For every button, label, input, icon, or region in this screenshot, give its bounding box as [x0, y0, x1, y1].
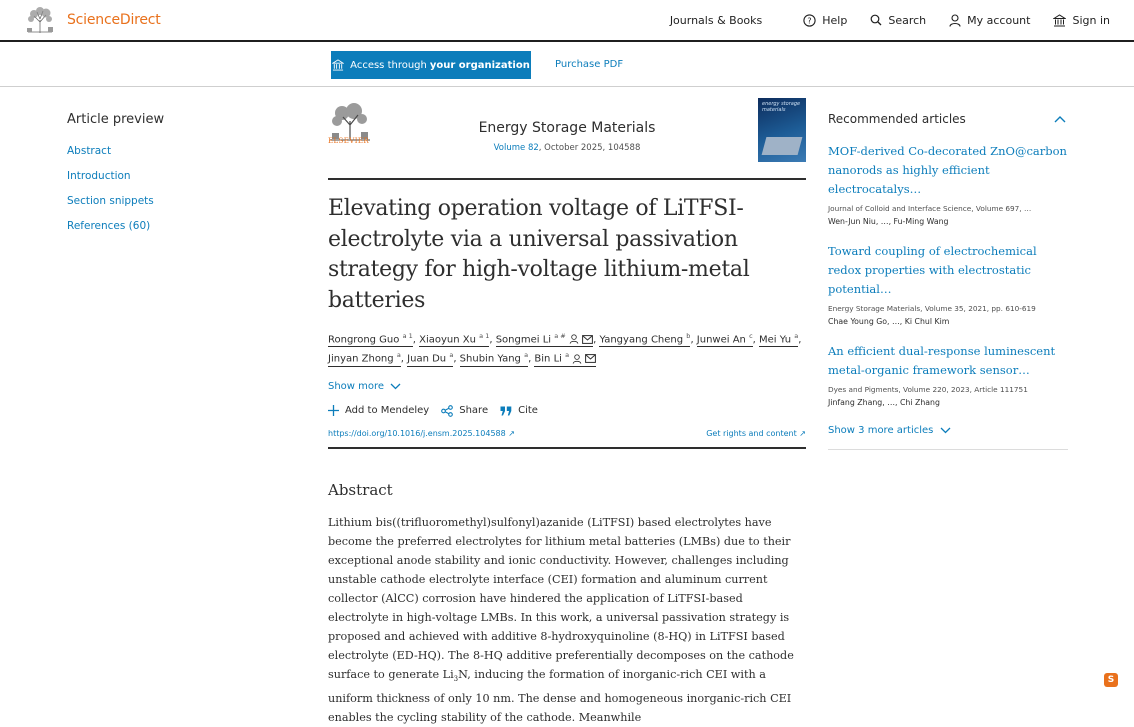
recommended-title-link[interactable]: MOF-derived Co-decorated ZnO@carbon nanorods as highly efficient electrocatalys… — [828, 144, 1067, 196]
access-button-prefix: Access through — [350, 59, 427, 71]
rights-link[interactable] — [706, 429, 806, 438]
chevron-down-icon — [940, 427, 951, 434]
author-name: Juan Du — [407, 353, 447, 365]
author-name: Rongrong Guo — [328, 334, 400, 346]
recommended-authors: Jinfang Zhang, …, Chi Zhang — [828, 398, 940, 407]
cite-label: Cite — [518, 405, 538, 417]
author-link[interactable] — [328, 330, 413, 347]
my-account-label: My account — [967, 13, 1031, 27]
purchase-pdf-link[interactable]: Purchase PDF — [555, 59, 624, 70]
sign-in-label: Sign in — [1072, 13, 1110, 27]
person-icon — [569, 334, 579, 344]
author-link[interactable] — [407, 349, 453, 366]
elsevier-tree-icon — [24, 6, 56, 34]
recommended-heading: Recommended articles — [828, 112, 966, 126]
email-icon — [585, 354, 596, 363]
sign-in-link[interactable] — [1053, 14, 1110, 27]
publisher-name: ELSEVIER — [328, 137, 370, 145]
recommended-articles — [828, 112, 1068, 450]
issue-info: , October 2025, 104588 — [538, 143, 641, 153]
volume-link[interactable]: Volume 82 — [493, 143, 539, 153]
author-name: Junwei An — [696, 334, 746, 346]
my-account-link[interactable] — [949, 14, 1030, 27]
show-more-label: Show more — [328, 380, 385, 392]
search-icon — [870, 14, 882, 26]
author-name: Bin Li — [534, 353, 562, 365]
article-preview-heading: Article preview — [67, 112, 165, 127]
brand-name: ScienceDirect — [67, 12, 161, 28]
author-link[interactable] — [534, 349, 596, 366]
email-icon — [582, 335, 593, 344]
sciencedirect-logo[interactable] — [24, 6, 161, 34]
author-affiliation: a # — [554, 332, 566, 340]
article-title: Elevating operation voltage of LiTFSI-electrolyte via a universal passivation strategy for high-voltage lithium-metal batteries — [328, 196, 750, 313]
author-link[interactable] — [697, 330, 753, 347]
author-link[interactable] — [328, 349, 401, 366]
cover-graphic — [762, 137, 803, 155]
preview-link-references[interactable]: References (60) — [67, 220, 151, 232]
recommended-authors: Chae Young Go, …, Ki Chul Kim — [828, 317, 950, 326]
share-icon — [441, 405, 453, 417]
show-more-articles-label: Show 3 more articles — [828, 425, 934, 436]
author-name: Mei Yu — [759, 334, 792, 346]
abstract-part-2: N, inducing the formation of inorganic-rich CEI with a uniform thickness of only 10 nm. The dense and homogeneous inorganic-rich CEI enables the cycling stability of the cathode. Meanwhile — [328, 667, 792, 724]
author-link[interactable] — [460, 349, 528, 366]
share-label: Share — [459, 405, 489, 417]
recommended-title-link[interactable]: Toward coupling of electrochemical redox properties with electrostatic potential… — [828, 244, 1037, 296]
recommended-source: Journal of Colloid and Interface Science, Volume 697, … — [828, 204, 1032, 213]
abstract-heading: Abstract — [328, 480, 393, 499]
person-icon — [572, 354, 582, 364]
author-affiliation: a — [524, 351, 529, 360]
author-affiliation: a — [396, 351, 401, 360]
chevron-down-icon — [390, 383, 401, 390]
cite-button[interactable] — [500, 405, 538, 416]
author-link[interactable] — [496, 330, 593, 347]
add-to-mendeley-button[interactable] — [328, 405, 429, 416]
recommended-header[interactable] — [828, 112, 1068, 126]
help-label: Help — [822, 13, 848, 27]
recommended-source: Dyes and Pigments, Volume 220, 2023, Article 111751 — [828, 385, 1028, 394]
journal-title[interactable]: Energy Storage Materials — [478, 120, 656, 136]
author-link[interactable] — [419, 330, 489, 347]
author-affiliation: a 1 — [479, 332, 490, 340]
help-link[interactable] — [803, 14, 847, 27]
preview-link-introduction[interactable]: Introduction — [67, 170, 131, 182]
access-button-bold: your organization — [429, 59, 530, 71]
author-name: Songmei Li — [495, 334, 552, 346]
top-navigation-bar — [0, 0, 1134, 42]
institution-icon — [1053, 14, 1066, 27]
article-actions — [328, 405, 806, 417]
doi-row — [328, 429, 806, 449]
abstract-text — [328, 513, 806, 727]
journal-header — [328, 96, 806, 180]
help-icon — [803, 14, 816, 27]
share-button[interactable] — [441, 405, 488, 417]
recommended-item — [828, 142, 1068, 226]
browser-extension-icon[interactable]: S — [1104, 673, 1118, 687]
user-icon — [949, 14, 961, 27]
recommended-item — [828, 242, 1068, 326]
abstract-part-1: Lithium bis((trifluoromethyl)sulfonyl)azanide (LiTFSI) based electrolytes have become the preferred electrolytes for lithium metal batteries (LMBs) due to their exceptional anode stability and ionic conductivity. However, challenges including unstable cathode electrolyte interface (CEI) formation and aluminum current collector (AlCC) corrosion have hindered the application of LiTFSI-based electrolyte in high-voltage LMBs. In this work, a universal passivation strategy is proposed and achieved with additive 8-hydroxyquinoline (8-HQ) in LiTFSI based electrolyte (ED-HQ). The 8-HQ additive preferentially decomposes on the cathode surface to generate Li — [328, 515, 794, 681]
preview-link-section-snippets[interactable]: Section snippets — [67, 195, 154, 207]
journals-books-link[interactable]: Journals & Books — [669, 13, 763, 27]
author-link[interactable] — [599, 330, 690, 347]
preview-link-abstract[interactable]: Abstract — [67, 145, 112, 157]
journal-meta — [328, 143, 806, 153]
rights-text: Get rights and content — [706, 428, 797, 438]
quote-icon — [500, 406, 512, 416]
show-more-articles-button[interactable] — [828, 425, 1068, 450]
doi-text: https://doi.org/10.1016/j.ensm.2025.104588 — [328, 428, 506, 438]
recommended-authors: Wen-Jun Niu, …, Fu-Ming Wang — [828, 217, 949, 226]
institution-icon — [332, 59, 344, 71]
author-affiliation: a — [794, 332, 799, 340]
author-affiliation: a — [565, 351, 570, 360]
top-nav-menu — [647, 0, 1110, 40]
chevron-up-icon[interactable] — [1054, 115, 1066, 123]
author-name: Shubin Yang — [459, 353, 521, 365]
mendeley-label: Add to Mendeley — [345, 405, 430, 417]
plus-icon — [328, 405, 339, 416]
cover-text: energy storage materials — [762, 101, 801, 113]
search-label: Search — [888, 13, 927, 27]
author-name: Yangyang Cheng — [599, 334, 684, 346]
journal-cover-image[interactable] — [758, 98, 806, 162]
author-affiliation: a 1 — [402, 332, 413, 340]
author-affiliation: b — [686, 332, 691, 340]
abstract-subscript: 3 — [453, 674, 459, 683]
access-through-organization-button[interactable] — [331, 51, 531, 79]
author-affiliation: a — [449, 351, 454, 360]
author-name: Jinyan Zhong — [328, 353, 394, 365]
svg-text:?: ? — [807, 15, 812, 25]
article-preview-nav — [67, 112, 164, 245]
access-bar — [0, 42, 1134, 87]
recommended-source: Energy Storage Materials, Volume 35, 2021, pp. 610-619 — [828, 304, 1036, 313]
author-name: Xiaoyun Xu — [419, 334, 476, 346]
show-more-authors-button[interactable] — [328, 381, 806, 392]
doi-link[interactable] — [328, 429, 515, 438]
author-affiliation: c — [749, 332, 753, 340]
recommended-item — [828, 342, 1068, 407]
recommended-title-link[interactable]: An efficient dual-response luminescent metal-organic framework sensor… — [828, 344, 1056, 377]
external-link-icon: ↗ — [799, 428, 806, 438]
search-link[interactable] — [870, 14, 926, 27]
author-list: Rongrong Guo $^{a 1}$, Xiaoyun Xu $^{a 1}$, Songmei Li $^{a \#}$ , Yangyang Cheng $^b$, Junwei An $^c$, Mei Yu $^a$, Jinyan Zhong $^a$, Juan Du $^a$, Shubin Yang $^a$, Bin Li $^a$ — [328, 332, 802, 365]
article-main — [328, 96, 806, 727]
external-link-icon: ↗ — [508, 428, 515, 438]
author-link[interactable] — [759, 330, 798, 347]
